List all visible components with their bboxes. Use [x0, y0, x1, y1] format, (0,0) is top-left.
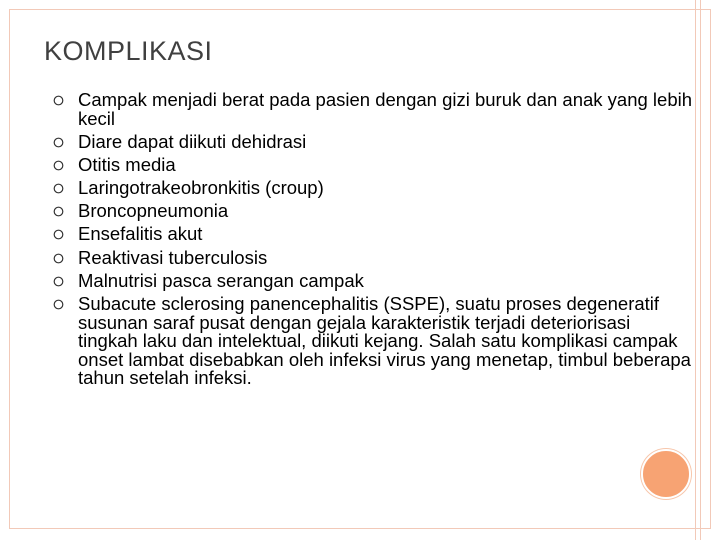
list-item [53, 153, 693, 175]
list-item [53, 225, 693, 244]
hollow-circle-icon [53, 95, 64, 106]
list-item [53, 91, 693, 128]
bullet-list [53, 91, 693, 392]
list-item-text: Ensefalitis akut [78, 223, 203, 245]
slide-title: KOMPLIKASI [44, 36, 213, 66]
list-item [53, 202, 693, 221]
right-accent-line-inner [700, 0, 701, 540]
hollow-circle-icon [53, 206, 64, 217]
list-item-text: Subacute sclerosing panencephalitis (SSPE), suatu proses degeneratif susunan saraf pusat dengan gejala karakteristik terjadi deteriorisasi tingkah laku dan intelektual, diikuti kejang. Salah satu komplikasi campak onset lambat disebabkan oleh infeksi virus yang menetap, timbul beberapa tahun setelah infeksi. [78, 293, 691, 388]
hollow-circle-icon [53, 137, 64, 148]
list-item-text: Campak menjadi berat pada pasien dengan gizi buruk dan anak yang lebih kecil [78, 89, 693, 129]
hollow-circle-icon [53, 299, 64, 310]
list-item [53, 295, 693, 388]
list-item-text: Diare dapat diikuti dehidrasi [78, 130, 307, 152]
hollow-circle-icon [53, 253, 64, 264]
hollow-circle-icon [53, 160, 64, 171]
list-item-text: Broncopneumonia [78, 200, 229, 222]
hollow-circle-icon [53, 183, 64, 194]
hollow-circle-icon [53, 276, 64, 287]
list-item-text: Laringotrakeobronkitis (croup) [78, 177, 324, 199]
list-item-text: Malnutrisi pasca serangan campak [78, 269, 364, 291]
list-item [53, 130, 693, 152]
decorative-orange-circle [641, 449, 691, 499]
list-item [53, 269, 693, 291]
list-item-text: Reaktivasi tuberculosis [78, 246, 268, 268]
list-item-text: Otitis media [78, 153, 176, 175]
list-item [53, 246, 693, 268]
list-item [53, 179, 693, 198]
right-accent-line [695, 0, 696, 540]
hollow-circle-icon [53, 229, 64, 240]
